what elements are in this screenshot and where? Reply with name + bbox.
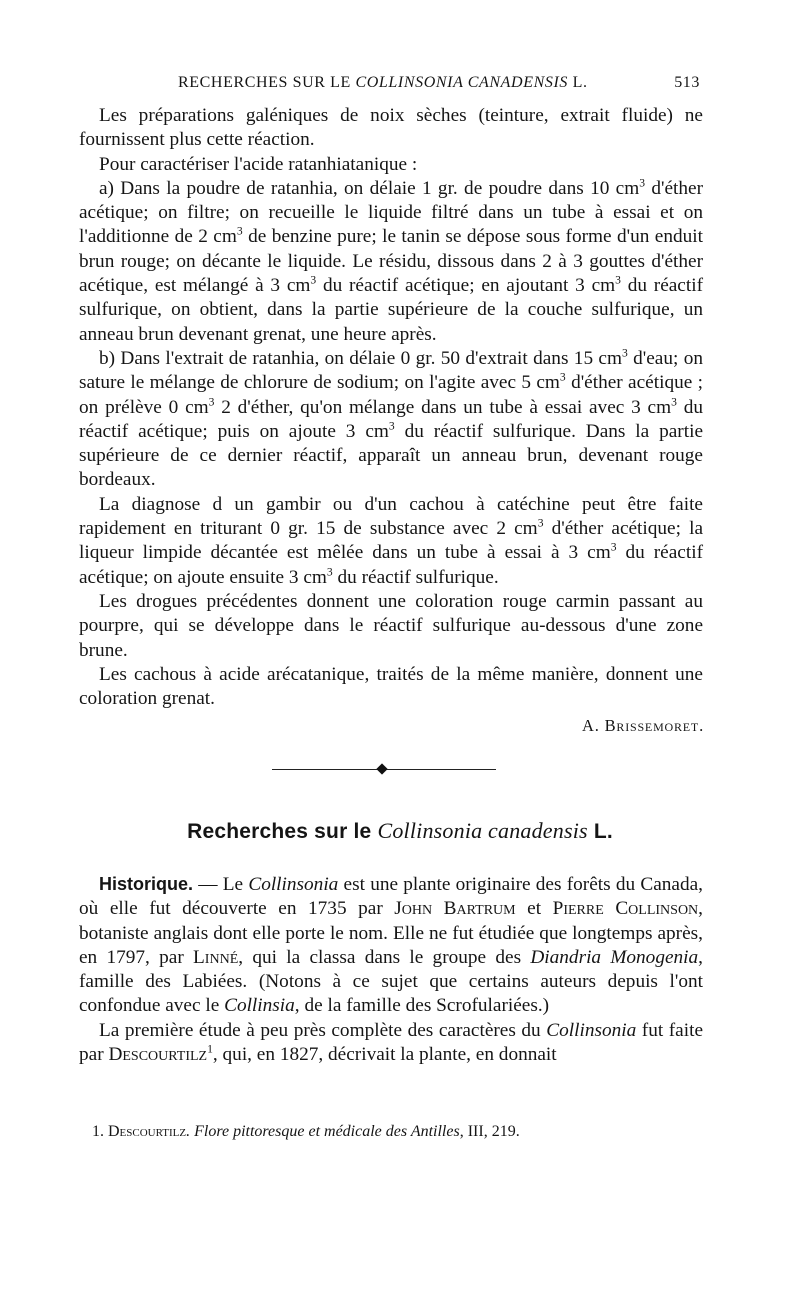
superscript: 3: [208, 395, 215, 409]
paragraph-text: a) Dans la poudre de ratanhia, on délaie 1 gr. de poudre dans 10 cm: [99, 177, 640, 199]
superscript: 3: [537, 516, 544, 530]
superscript: 3: [639, 176, 646, 190]
paragraph-text: et: [515, 898, 553, 920]
author-name: John Bartrum: [394, 898, 516, 920]
superscript: 3: [610, 540, 617, 554]
paragraph-text: du réactif sulfurique, on obtient, dans la partie supérieure de la couche sulfurique, un anneau brun devenant grenat, une heure après.: [79, 275, 703, 345]
author-signature: A. Brissemoret.: [582, 716, 704, 735]
paragraph-text: Les cachous à acide arécatanique, traités de la même manière, donnent une coloration grenat.: [79, 663, 703, 710]
superscript: 3: [388, 419, 395, 433]
paragraph-text: d'éther acétique ; on prélève 0 cm: [79, 372, 703, 418]
italic-text: Collinsia: [224, 995, 295, 1017]
superscript: 3: [310, 273, 317, 287]
running-head: [80, 70, 702, 98]
footnote-marker: 1: [207, 1042, 213, 1056]
section-label: Historique.: [99, 874, 194, 894]
paragraph: [79, 1019, 703, 1068]
italic-text: Collinsonia: [546, 1019, 637, 1041]
paragraph-text: b) Dans l'extrait de ratanhia, on délaie 0 gr. 50 d'extrait dans 15 cm: [99, 347, 622, 369]
superscript: 3: [615, 273, 621, 287]
superscript: 3: [559, 370, 566, 384]
italic-text: Diandria Monogenia: [530, 946, 699, 968]
paragraph-text: du réactif acétique; puis on ajoute 3 cm: [79, 396, 703, 442]
paragraph: [79, 872, 703, 1019]
paragraph-text: La diagnose d un gambir ou d'un cachou à catéchine peut être faite rapidement en triturant 0 gr. 15 de substance avec 2 cm: [79, 493, 703, 540]
paragraph-text: de benzine pure; le tanin se dépose sous forme d'un enduit brun rouge; on décante le liquide. Le résidu, dissous dans 2 à 3 gouttes d'éther acétique, est mélangé à 3 cm: [79, 226, 704, 297]
italic-text: Collinsonia: [248, 874, 339, 895]
paragraph-text: , qui, en 1827, décrivait la plante, en donnait: [212, 1044, 557, 1066]
paragraph-text: Les drogues précédentes donnent une coloration rouge carmin passant au pourpre, qui se développe dans le réactif sulfurique au-dessous d'une zone brune.: [79, 590, 703, 661]
running-head-title-italic: COLLINSONIA CANADENSIS: [355, 74, 568, 91]
footnote-number: 1.: [92, 1123, 108, 1140]
paragraph-text: du réactif acétique; on ajoute ensuite 3 cm: [79, 542, 703, 588]
paragraph-text: d'éther acétique; la liqueur limpide décantée est mêlée dans un tube à essai à 3 cm: [79, 518, 704, 564]
superscript: 3: [326, 565, 333, 579]
paragraph-text: du réactif acétique; en ajoutant 3 cm: [316, 275, 616, 297]
paragraph: [79, 493, 703, 590]
diamond-ornament-icon: [376, 763, 387, 774]
paragraph-text: , botaniste anglais dont elle porte le nom. Elle ne fut étudiée que longtemps après, en 1797, par: [79, 898, 703, 968]
article-title-text: Recherches sur le: [187, 820, 378, 843]
paragraph-text: , de la famille des Scrofulariées.): [294, 995, 550, 1017]
article-body: [79, 872, 703, 1067]
paragraph-text: fut faite par: [79, 1019, 704, 1066]
paragraph: [79, 590, 703, 663]
superscript: 3: [621, 346, 628, 360]
page-number: 513: [674, 74, 700, 91]
article-title-italic: Collinsonia canadensis: [377, 818, 588, 843]
paragraph-text: d'eau; on sature le mélange de chlorure de sodium; on l'agite avec 5 cm: [79, 347, 703, 394]
paragraph-text: est une plante originaire des forêts du Canada, où elle fut découverte en 1735 par: [79, 874, 704, 920]
paragraph-text: Les préparations galéniques de noix sèches (teinture, extrait fluide) ne fournissent plus cette réaction.: [79, 105, 703, 151]
previous-article-body: [79, 104, 703, 711]
paragraph-text: du réactif sulfurique. Dans la partie supérieure de ce dernier réactif, apparaît un anneau brun, devenant rouge bordeaux.: [79, 420, 703, 491]
paragraph-text: La première étude à peu près complète des caractères du: [99, 1019, 547, 1041]
paragraph-text: du réactif sulfurique.: [332, 566, 499, 588]
paragraph-text: 2 d'éther, qu'on mélange dans un tube à essai avec 3 cm: [214, 396, 672, 418]
paragraph: [79, 347, 703, 493]
author-name: Pierre Collinson: [552, 898, 699, 920]
superscript: 3: [671, 395, 677, 409]
paragraph-text: — Le: [193, 874, 249, 895]
paragraph: [79, 177, 703, 347]
paragraph-text: d'éther acétique; on filtre; on recueille le liquide filtré dans un tube à essai et on l'additionne de 2 cm: [79, 177, 703, 248]
article-title-suffix: L.: [587, 820, 613, 843]
footnote-title: . Flore pittoresque et médicale des Antilles: [186, 1123, 460, 1140]
author-name: Descourtilz: [108, 1044, 208, 1066]
article-title: [0, 818, 800, 844]
paragraph: [79, 104, 703, 153]
section-divider: [272, 764, 496, 776]
footnote-reference: , III, 219.: [459, 1123, 520, 1140]
paragraph: [79, 153, 703, 177]
paragraph-text: , famille des Labiées. (Notons à ce sujet que certains auteurs depuis l'ont confondue avec le: [79, 946, 703, 1017]
running-head-title: [178, 74, 588, 92]
running-head-prefix: RECHERCHES SUR LE: [178, 74, 356, 91]
footnote: [92, 1123, 712, 1141]
running-head-suffix: L.: [567, 74, 588, 91]
author-name: Linné: [193, 946, 239, 968]
paragraph-text: , qui la classa dans le groupe des: [238, 946, 531, 968]
footnote-author: Descourtilz: [108, 1123, 187, 1140]
superscript: 3: [236, 225, 243, 239]
paragraph: [79, 663, 703, 712]
paragraph-text: Pour caractériser l'acide ratanhiatanique :: [99, 153, 418, 175]
